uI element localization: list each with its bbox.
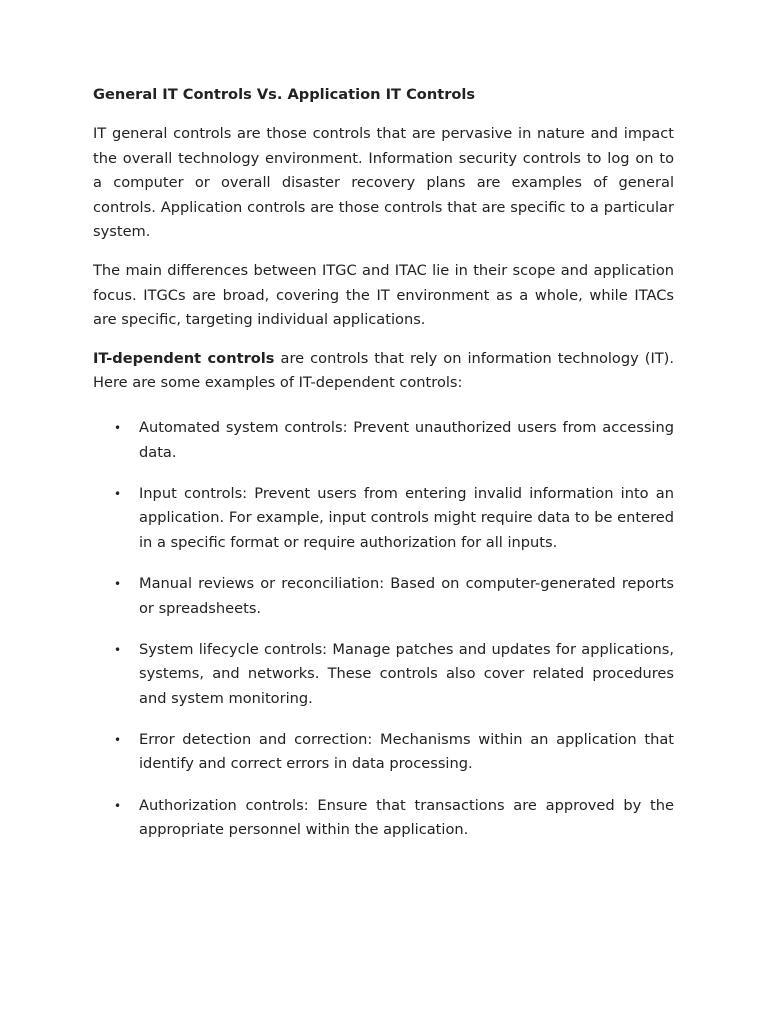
- paragraph-itgc-vs-itac: The main differences between ITGC and ITAC lie in their scope and application focus. ITGCs are broad, covering the IT environment as a whole, while ITACs are specific, targeting individual applications.: [93, 261, 674, 329]
- list-item-text: Authorization controls: Ensure that transactions are approved by the appropriate personnel within the application.: [139, 796, 674, 839]
- list-item-text: Input controls: Prevent users from entering invalid information into an application. For example, input controls might require data to be entered in a specific format or require authorization for all inputs.: [139, 484, 674, 551]
- list-item: [93, 482, 674, 556]
- it-dependent-controls-list: [93, 416, 674, 843]
- bullet-icon: •: [114, 798, 122, 813]
- list-item-text: Automated system controls: Prevent unauthorized users from accessing data.: [139, 418, 674, 461]
- bullet-icon: •: [114, 732, 122, 747]
- document-page: [93, 82, 674, 859]
- bullet-icon: •: [114, 642, 122, 657]
- list-item: [93, 416, 674, 465]
- list-item: [93, 794, 674, 843]
- list-item-text: Error detection and correction: Mechanisms within an application that identify and correct errors in data processing.: [139, 730, 674, 773]
- list-item: [93, 572, 674, 621]
- bullet-icon: •: [114, 420, 122, 435]
- bullet-icon: •: [114, 576, 122, 591]
- list-item: [93, 728, 674, 777]
- intro-bold-term: IT-dependent controls: [93, 349, 275, 367]
- intro-text: are controls that rely on information technology (IT). Here are some examples of IT-dependent controls:: [93, 349, 675, 392]
- list-item-text: Manual reviews or reconciliation: Based on computer-generated reports or spreadsheets.: [139, 574, 674, 617]
- paragraph-it-dependent-intro: [93, 347, 674, 396]
- bullet-icon: •: [114, 486, 122, 501]
- list-item-text: System lifecycle controls: Manage patches and updates for applications, systems, and networks. These controls also cover related procedures and system monitoring.: [139, 640, 674, 707]
- list-item: [93, 638, 674, 712]
- document-title: General IT Controls Vs. Application IT Controls: [93, 86, 476, 103]
- paragraph-general-vs-application: IT general controls are those controls that are pervasive in nature and impact the overall technology environment. Information security controls to log on to a computer or overall disaster recovery plans are examples of general controls. Application controls are those controls that are specific to a particular system.: [93, 125, 674, 241]
